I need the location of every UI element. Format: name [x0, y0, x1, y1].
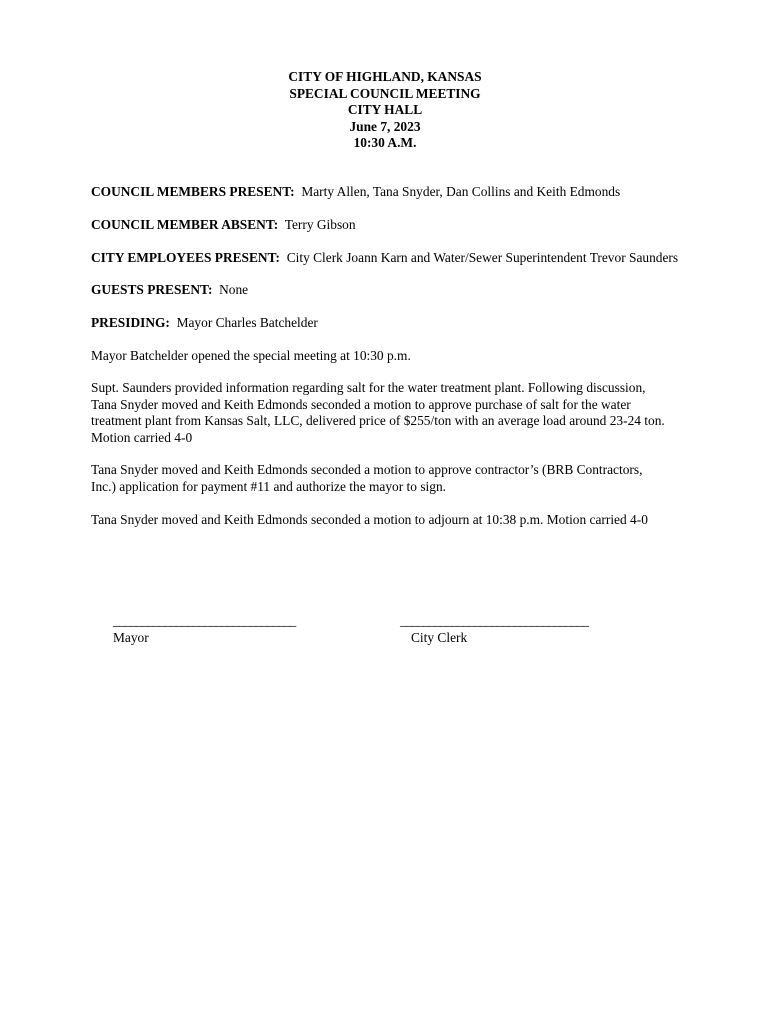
members-present-label: COUNCIL MEMBERS PRESENT:: [91, 184, 295, 199]
employees-present-label: CITY EMPLOYEES PRESENT:: [91, 250, 280, 265]
contractor-motion-line: Tana Snyder moved and Keith Edmonds seconded a motion to approve contractor’s (BRB Contractors,: [91, 462, 643, 477]
presiding-line: [91, 315, 731, 332]
employees-present-line: [91, 250, 731, 267]
employees-present-value: City Clerk Joann Karn and Water/Sewer Superintendent Trevor Saunders: [286, 250, 679, 265]
guests-present-value: None: [219, 282, 249, 297]
document-header: [0, 69, 770, 152]
header-date: June 7, 2023: [349, 118, 421, 134]
salt-motion-line: Supt. Saunders provided information regarding salt for the water treatment plant. Following discussion,: [91, 380, 646, 395]
member-absent-line: [91, 217, 731, 234]
member-absent-label: COUNCIL MEMBER ABSENT:: [91, 217, 279, 232]
members-present-line: [91, 184, 731, 201]
contractor-motion-line: Inc.) application for payment #11 and authorize the mayor to sign.: [91, 478, 446, 494]
header-time: 10:30 A.M.: [353, 135, 417, 151]
guests-present-line: [91, 282, 731, 299]
header-location: CITY HALL: [347, 102, 423, 118]
member-absent-value: Terry Gibson: [284, 217, 356, 232]
salt-motion-line: Tana Snyder moved and Keith Edmonds seconded a motion to approve purchase of salt for the water: [91, 396, 631, 412]
clerk-signature-label: City Clerk: [411, 630, 468, 645]
mayor-signature-line: ________________________________: [113, 613, 296, 628]
salt-motion-paragraph: [91, 380, 701, 446]
salt-motion-line: treatment plant from Kansas Salt, LLC, delivered price of $255/ton with an average load around 23-24 ton.: [91, 413, 665, 428]
mayor-signature-label: Mayor: [113, 630, 149, 645]
opening-paragraph: Mayor Batchelder opened the special meeting at 10:30 p.m.: [91, 348, 411, 363]
presiding-label: PRESIDING:: [91, 315, 170, 330]
members-present-value: Marty Allen, Tana Snyder, Dan Collins and Keith Edmonds: [301, 184, 621, 199]
clerk-signature-line: _________________________________: [400, 613, 588, 628]
contractor-motion-paragraph: [91, 462, 701, 495]
guests-present-label: GUESTS PRESENT:: [91, 282, 213, 297]
salt-motion-line: Motion carried 4-0: [91, 429, 193, 445]
adjourn-paragraph: Tana Snyder moved and Keith Edmonds seconded a motion to adjourn at 10:38 p.m. Motion carried 4-0: [91, 512, 648, 527]
presiding-value: Mayor Charles Batchelder: [176, 315, 318, 330]
header-meeting-type: SPECIAL COUNCIL MEETING: [289, 85, 481, 101]
header-city: CITY OF HIGHLAND, KANSAS: [288, 69, 482, 84]
